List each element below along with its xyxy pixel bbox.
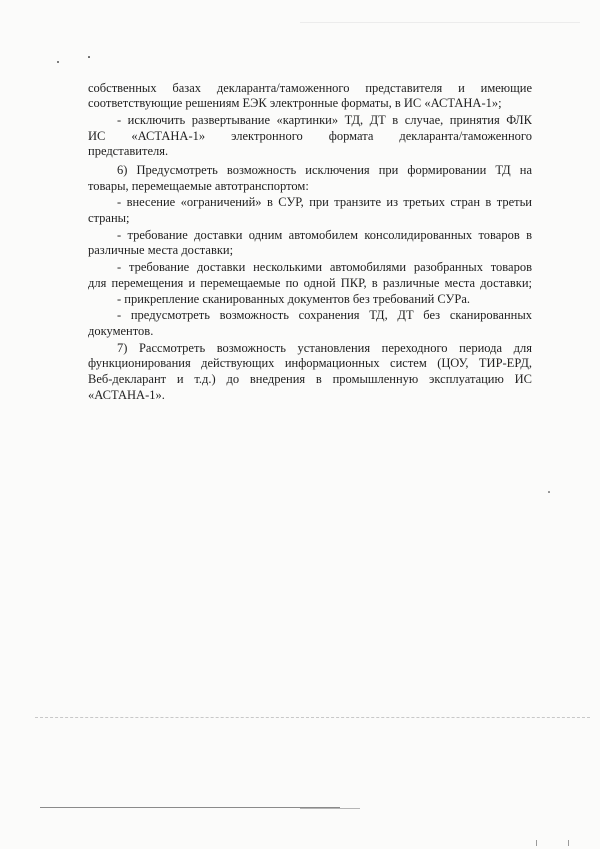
text-line: Веб-декларант и т.д.) до внедрения в промышленную эксплуатацию ИС bbox=[88, 372, 532, 387]
scan-artifact-tick bbox=[536, 840, 537, 846]
text-line: представителя. bbox=[88, 144, 169, 159]
text-line: 6) Предусмотреть возможность исключения при формировании ТД на bbox=[117, 163, 532, 178]
paragraph-item-6 bbox=[88, 163, 532, 195]
paragraph-scanned-docs bbox=[88, 292, 532, 308]
scan-artifact-top bbox=[300, 22, 580, 23]
text-line: соответствующие решениям ЕЭК электронные форматы, в ИС «АСТАНА-1»; bbox=[88, 96, 502, 111]
paragraph-save-without-scans bbox=[88, 308, 532, 340]
text-line: товары, перемещаемые автотранспортом: bbox=[88, 178, 309, 193]
text-line: документов. bbox=[88, 324, 154, 339]
document-body bbox=[88, 80, 532, 404]
text-line: «АСТАНА-1». bbox=[88, 387, 165, 402]
text-line: ИС «АСТАНА-1» электронного формата декларанта/таможенного bbox=[88, 128, 532, 143]
paragraph-multiple-vehicles bbox=[88, 260, 532, 292]
scan-artifact-line bbox=[40, 807, 340, 808]
text-line: для перемещения и перемещаемые по одной ПКР, в различные места доставки; bbox=[88, 275, 532, 290]
text-line: страны; bbox=[88, 211, 130, 226]
scan-artifact-line bbox=[35, 717, 590, 718]
paragraph-single-vehicle bbox=[88, 228, 532, 260]
text-line: различные места доставки; bbox=[88, 243, 234, 258]
text-line: - требование доставки одним автомобилем консолидированных товаров в bbox=[117, 227, 532, 242]
paragraph-continuation bbox=[88, 81, 532, 113]
text-line: функционирования действующих информационных систем (ЦОУ, ТИР-ЕРД, bbox=[88, 356, 532, 371]
text-line: собственных базах декларанта/таможенного представителя и имеющие bbox=[88, 80, 532, 95]
scan-artifact-dot bbox=[548, 491, 550, 493]
text-line: - прикрепление сканированных документов без требований СУРа. bbox=[117, 291, 471, 306]
text-line: - исключить развертывание «картинки» ТД, ДТ в случае, принятия ФЛК bbox=[117, 112, 532, 127]
scan-artifact-dot bbox=[57, 61, 59, 63]
text-line: - внесение «ограничений» в СУР, при транзите из третьих стран в третьи bbox=[117, 195, 532, 210]
scan-artifact-line bbox=[300, 808, 360, 809]
paragraph-item-7 bbox=[88, 341, 532, 404]
text-line: - требование доставки несколькими автомобилями разобранных товаров bbox=[117, 259, 532, 274]
scan-artifact-tick bbox=[568, 840, 569, 846]
text-line: - предусмотреть возможность сохранения ТД, ДТ без сканированных bbox=[117, 308, 532, 323]
paragraph-exclude-rendering bbox=[88, 113, 532, 160]
scan-artifact-dot bbox=[88, 56, 90, 58]
paragraph-restrictions bbox=[88, 195, 532, 227]
text-line: 7) Рассмотреть возможность установления переходного периода для bbox=[117, 340, 532, 355]
